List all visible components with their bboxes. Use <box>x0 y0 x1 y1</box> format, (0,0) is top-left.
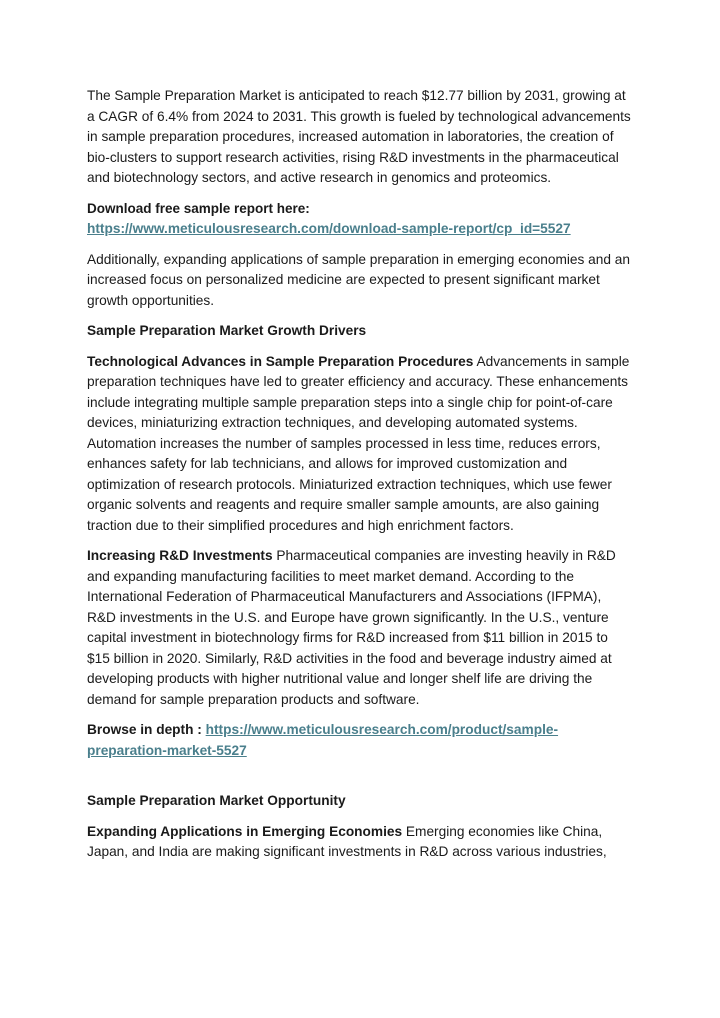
opportunity-emerging-text: Emerging economies like China, Japan, and India are making significant investments in R&D across various industries, <box>87 823 607 859</box>
driver-technological-paragraph <box>87 352 632 537</box>
intro-paragraph: The Sample Preparation Market is anticipated to reach $12.77 billion by 2031, growing at a CAGR of 6.4% from 2024 to 2031. This growth is fueled by technological advancements in sample preparation procedures, increased automation in laboratories, the creation of bio-clusters to support research activities, rising R&D investments in the pharmaceutical and biotechnology sectors, and active research in genomics and proteomics. <box>87 88 631 185</box>
spacer <box>87 771 632 791</box>
download-link-line <box>87 219 632 240</box>
driver-technological-title: Technological Advances in Sample Preparation Procedures <box>87 353 474 369</box>
additional-paragraph: Additionally, expanding applications of sample preparation in emerging economies and an increased focus on personalized medicine are expected to present significant market growth opportunities. <box>87 251 631 308</box>
download-sample-link[interactable]: https://www.meticulousresearch.com/download-sample-report/cp_id=5527 <box>87 221 571 236</box>
browse-market-link[interactable]: https://www.meticulousresearch.com/product/sample-preparation-market-5527 <box>87 722 559 758</box>
driver-technological-text: Advancements in sample preparation techniques have led to greater efficiency and accuracy. These enhancements include integrating multiple sample preparation steps into a single chip for point-of-care devices, miniaturizing extraction techniques, and developing automated systems. Automation increases the number of samples processed in less time, reduces errors, enhances safety for lab technicians, and allows for improved customization and optimization of research protocols. Miniaturized extraction techniques, which use fewer organic solvents and reagents and require smaller sample amounts, are also gaining traction due to their simplified procedures and high enrichment factors. <box>87 353 630 533</box>
driver-investments-title: Increasing R&D Investments <box>87 548 273 563</box>
driver-investments-paragraph <box>87 546 632 710</box>
drivers-heading: Sample Preparation Market Growth Drivers <box>87 323 367 338</box>
browse-line <box>87 720 632 761</box>
browse-label: Browse in depth : <box>87 722 206 737</box>
opportunity-emerging-title: Expanding Applications in Emerging Economies <box>87 823 403 839</box>
driver-investments-text: Pharmaceutical companies are investing heavily in R&D and expanding manufacturing facilities to meet market demand. According to the International Federation of Pharmaceutical Manufacturers and Associations (IFPMA), R&D investments in the U.S. and Europe have grown significantly. In the U.S., venture capital investment in biotechnology firms for R&D increased from $11 billion in 2015 to $15 billion in 2020. Similarly, R&D activities in the food and beverage industry aimed at developing products with higher nutritional value and longer shelf life are driving the demand for sample preparation products and software. <box>87 548 616 707</box>
opportunity-emerging-paragraph <box>87 822 632 863</box>
opportunity-heading: Sample Preparation Market Opportunity <box>87 793 346 808</box>
download-label: Download free sample report here: <box>87 200 310 216</box>
